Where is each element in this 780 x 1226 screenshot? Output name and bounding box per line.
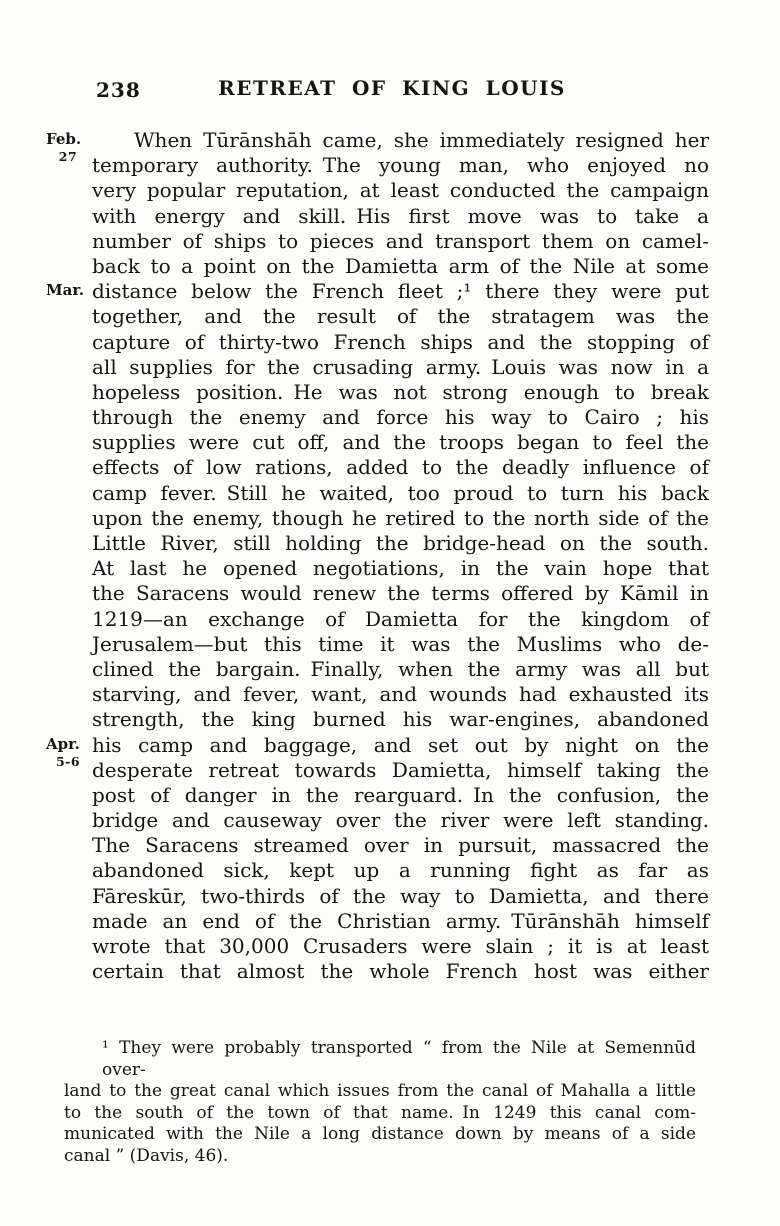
footnote-line: municated with the Nile a long distance down by means of a side xyxy=(64,1124,696,1144)
body-text-line: 1219—an exchange of Damietta for the kingdom of xyxy=(92,606,709,631)
margin-note-month: Mar. xyxy=(46,281,85,300)
body-text-line: Jerusalem—but this time it was the Muslims who de- xyxy=(92,631,709,656)
page-number: 238 xyxy=(96,78,141,102)
body-text-line: At last he opened negotiations, in the vain hope that xyxy=(92,556,709,581)
body-text-line: hopeless position. He was not strong enough to break xyxy=(92,379,709,404)
body-text-line: When Tūrānshāh came, she immediately resigned her xyxy=(134,128,709,152)
body-text-line: supplies were cut off, and the troops began to feel the xyxy=(92,430,709,455)
margin-note-month: Feb. xyxy=(46,130,82,148)
body-text-line: through the enemy and force his way to Cairo ; his xyxy=(92,405,709,430)
body-text-line: capture of thirty-two French ships and the stopping of xyxy=(92,329,709,354)
body-text-line: upon the enemy, though he retired to the north side of the xyxy=(92,505,709,530)
body-text-line: together, and the result of the stratagem was the xyxy=(92,304,709,329)
footnote-line: canal ” (Davis, 46). xyxy=(64,1145,229,1166)
body-text-line: effects of low rations, added to the deadly influence of xyxy=(92,455,709,480)
body-text-line: strength, the king burned his war-engines, abandoned xyxy=(92,707,709,732)
body-text-line: number of ships to pieces and transport them on camel- xyxy=(92,228,709,253)
body-text-line: all supplies for the crusading army. Louis was now in a xyxy=(92,354,709,379)
body-text-line: desperate retreat towards Damietta, himself taking the xyxy=(92,757,709,782)
body-text-line: made an end of the Christian army. Tūrānshāh himself xyxy=(92,908,709,933)
body-text-line: Fāreskūr, two-thirds of the way to Damietta, and there xyxy=(92,883,709,908)
running-title: RETREAT OF KING LOUIS xyxy=(218,76,566,100)
body-text-line: distance below the French fleet ;¹ there they were put xyxy=(92,279,709,304)
margin-note-day: 5-6 xyxy=(55,753,81,769)
body-text-line: back to a point on the Damietta arm of the Nile at some xyxy=(92,253,709,278)
body-text-line: certain that almost the whole French host was either xyxy=(92,959,709,984)
margin-date-note xyxy=(46,735,90,771)
margin-note-day: 27 xyxy=(58,149,78,164)
margin-note-month: Apr. xyxy=(46,734,80,753)
body-text-line: starving, and fever, want, and wounds had exhausted its xyxy=(92,682,709,707)
body-text-block xyxy=(92,128,709,984)
body-text-line: camp fever. Still he waited, too proud to turn his back xyxy=(92,480,709,505)
footnote-line: ¹ They were probably transported “ from the Nile at Semennūd over- xyxy=(102,1038,696,1080)
running-header xyxy=(0,76,780,102)
body-text-line: with energy and skill. His first move was to take a xyxy=(92,203,709,228)
body-text-line: bridge and causeway over the river were left standing. xyxy=(92,808,709,833)
footnote-line: land to the great canal which issues from the canal of Mahalla a little xyxy=(64,1081,696,1101)
body-text-line: The Saracens streamed over in pursuit, massacred the xyxy=(92,833,709,858)
body-text-line: very popular reputation, at least conducted the campaign xyxy=(92,178,709,203)
margin-date-note xyxy=(46,130,90,166)
body-text-line: wrote that 30,000 Crusaders were slain ; it is at least xyxy=(92,934,709,958)
body-text-line: the Saracens would renew the terms offered by Kāmil in xyxy=(92,581,709,606)
body-text-line: clined the bargain. Finally, when the army was all but xyxy=(92,656,709,681)
body-text-line: his camp and baggage, and set out by night on the xyxy=(92,732,709,757)
footnote-line: to the south of the town of that name. In 1249 this canal com- xyxy=(64,1102,696,1123)
body-text-line: post of danger in the rearguard. In the confusion, the xyxy=(92,782,709,807)
body-text-line: abandoned sick, kept up a running fight as far as xyxy=(92,858,709,883)
footnote-block xyxy=(64,1038,696,1167)
body-text-line: temporary authority. The young man, who enjoyed no xyxy=(92,153,709,178)
margin-date-note xyxy=(46,281,90,299)
body-text-line: Little River, still holding the bridge-head on the south. xyxy=(92,531,709,555)
